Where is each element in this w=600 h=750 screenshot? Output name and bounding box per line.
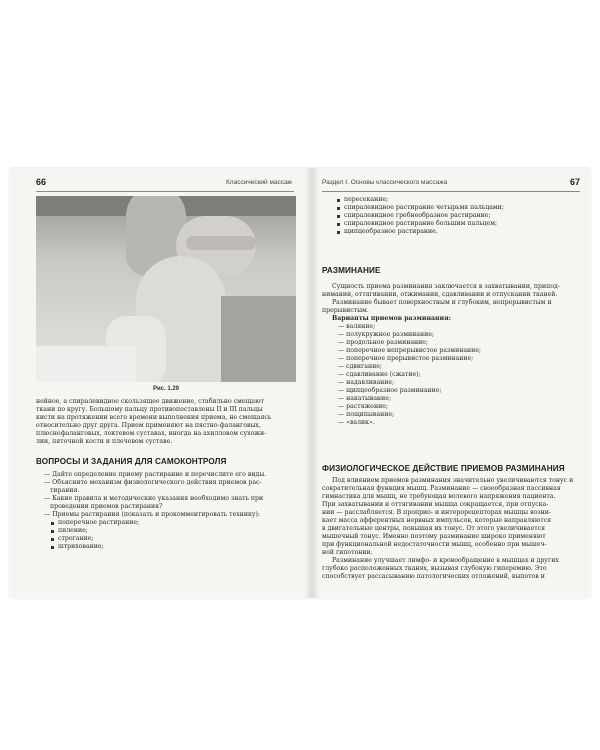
massage-photo [36,196,296,382]
bullet-text: поперечное растирание; [58,519,140,526]
bullet-square-icon [51,546,54,549]
variant-item: — «валик». [338,419,375,426]
left-page [10,168,304,598]
right-page [316,168,590,598]
bullet-square-icon [337,223,340,226]
text-line: гимнастика для мышц, не требующая волевого напряжения пациента. [322,493,556,500]
bullet-list-item [36,535,294,543]
bullet-list-item [36,519,294,527]
list-item: — Приемы растирания (показать и прокомментировать технику): [44,511,260,518]
bullet-list-item [36,527,294,535]
variant-item: — поперечное непрерывистое разминание; [338,347,482,354]
bullet-list-item [322,204,580,212]
list-item: проведении приемов растирания? [50,503,163,510]
text-line: ткани по кругу. Большому пальцу противопоставлены II и III пальцы [36,406,263,413]
variant-item: — щипцеобразное разминание; [338,387,442,394]
variant-item: — поперечное прерывистое разминание; [338,355,474,362]
bullet-list-item [322,220,580,228]
bullet-square-icon [337,207,340,210]
list-item: тирания. [50,487,80,494]
text-line: при функциональной недостаточности мышц, особенно при мышеч- [322,541,547,548]
left-page-number: 66 [36,177,47,187]
bullet-list-item [322,228,580,236]
variant-item: — растяжение; [338,403,388,410]
figure-caption: Рис. 1.29 [152,386,180,392]
self-control-list [36,471,294,551]
text-line: Под влиянием приемов разминания значительно увеличиваются тонус и [332,477,574,484]
bullet-text: штрихование; [58,543,104,550]
bullet-text: спиралевидное гребнеобразное растирание; [344,212,491,219]
bullet-text: щипцеобразное растирание. [344,228,438,235]
right-running-title: Раздел I. Основы классического массажа [322,179,448,186]
variant-item: — накатывание; [338,395,392,402]
kneading-body [322,283,580,427]
text-line: Разминание бывает поверхностным и глубоким, непрерывистым и [332,299,552,306]
right-page-number: 67 [569,177,580,187]
bullet-square-icon [337,231,340,234]
bullet-text: строгание; [58,535,94,542]
left-running-head [36,177,294,192]
list-item: — Какие правила и методические указания необходимо знать при [44,495,264,502]
variant-item: — продольное разминание; [338,339,429,346]
variant-item: — полукружное разминание; [338,331,434,338]
text-line: в двигательные центры, повышая их тонус. От этого увеличивается [322,525,546,532]
list-item: — Объясните механизм физиологического действия приемов рас- [44,479,262,486]
text-line: При захватывании и оттягивании мышца сокращается, при отпуска- [322,501,549,508]
bullet-list-item [36,543,294,551]
rubbing-bullet-list [322,196,580,236]
bullet-square-icon [337,215,340,218]
bullet-square-icon [51,522,54,525]
variant-item: — надавливание; [338,379,395,386]
text-line: относительно друг друга. Прием применяют на пястно-фаланговых, [36,422,261,429]
text-line: прерывистым. [322,307,369,314]
variants-title: Варианты приемов разминания: [332,315,451,322]
bullet-list-item [322,196,580,204]
text-line: кает масса афферентных нервных импульсов, которые направляются [322,517,552,524]
physiological-body [322,477,580,581]
bullet-text: спиралевидное растирание большим пальцем; [344,220,498,227]
text-line: лии, пяточной кости и плечевом суставе. [36,438,173,445]
text-line: ной гипотонии. [322,549,373,556]
text-line: плюснефаланговых, локтевом суставах, иногда на ахилловом сухожи- [36,430,267,437]
text-line: Сущность приема разминания заключается в захватывании, припод- [332,283,560,290]
text-line: нимании, оттягивании, отжимании, сдавливании и отпускании тканей. [322,291,558,298]
variant-item: — валяние; [338,323,376,330]
section-heading-physiological-action: ФИЗИОЛОГИЧЕСКОЕ ДЕЙСТВИЕ ПРИЕМОВ РАЗМИНАНИЯ [322,464,565,473]
section-heading-kneading: РАЗМИНАНИЕ [322,266,381,275]
section-heading-self-control: ВОПРОСЫ И ЗАДАНИЯ ДЛЯ САМОКОНТРОЛЯ [36,457,227,466]
text-line: Разминание улучшает лимфо- и кровообращение в мышцах и других [332,557,559,564]
left-body-paragraph [36,398,294,446]
variant-item: — сдавливание (сжатие); [338,371,421,378]
bullet-square-icon [51,538,54,541]
right-running-head [322,177,580,192]
bullet-square-icon [337,199,340,202]
bullet-square-icon [51,530,54,533]
variant-item: — пощипывание; [338,411,395,418]
list-item: — Дайте определение приему растирание и перечислите его виды. [44,471,267,478]
text-line: нейное, а спиралевидное скользящее движение, стабильно смещают [36,398,264,405]
text-line: нии — расслабляется. В проприо- и интерорецепторах мышцы возни- [322,509,551,516]
left-running-title: Классический массаж [226,179,293,186]
variant-item: — сдвигание; [338,363,382,370]
text-line: мышечный тонус. Именно поэтому разминание широко применяют [322,533,546,540]
text-line: кисти на протяжении всего времени выполнения приема, не смещаясь [36,414,272,421]
variants-title-text: Варианты приемов разминания [332,315,449,322]
text-line: способствует рассасыванию патологических отложений, выпотов и [322,573,545,580]
bullet-text: пересекание; [344,196,389,203]
text-line: глубоко расположенных тканях, вызывая глубокую гиперемию. Это [322,565,547,572]
bullet-list-item [322,212,580,220]
book-spread [10,168,590,598]
text-line: сократительная функция мышц. Разминание — своеобразная пассивная [322,485,561,492]
bullet-text: спиралевидное растирание четырьмя пальцами; [344,204,504,211]
bullet-text: пиление; [58,527,88,534]
